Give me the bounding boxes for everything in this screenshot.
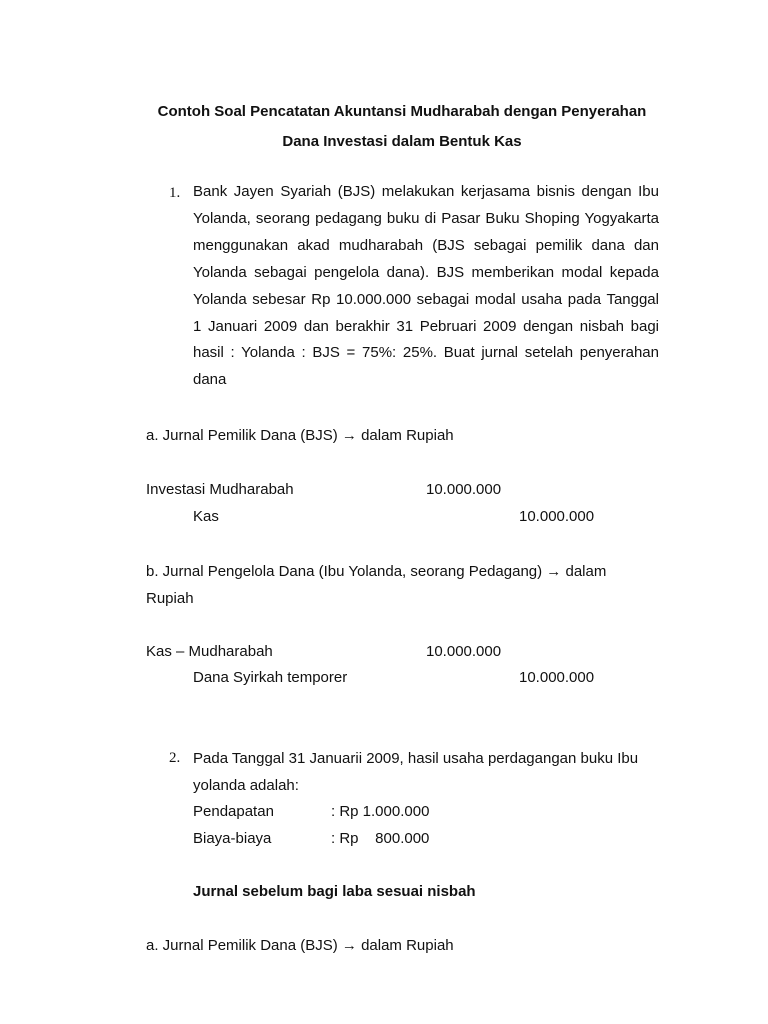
- document-title-line2: Dana Investasi dalam Bentuk Kas: [282, 133, 522, 150]
- journal-b-heading-line2: Rupiah: [146, 590, 194, 607]
- question-2-line2: yolanda adalah:: [193, 777, 299, 794]
- journal-b-heading-line1: b. Jurnal Pengelola Dana (Ibu Yolanda, seorang Pedagang) → dalam: [146, 563, 607, 580]
- journal-b-debit-amount: 10.000.000: [426, 643, 502, 660]
- question-2-number: 2.: [169, 750, 181, 766]
- question-1-number: 1.: [169, 185, 181, 201]
- journal-b-debit-account: Kas – Mudharabah: [146, 643, 273, 660]
- journal-before-profit-sharing-heading: Jurnal sebelum bagi laba sesuai nisbah: [193, 883, 476, 900]
- income-label: Pendapatan: [193, 803, 274, 820]
- expenses-value: : Rp 800.000: [331, 830, 430, 847]
- income-value: : Rp 1.000.000: [331, 803, 430, 820]
- journal-c-heading: a. Jurnal Pemilik Dana (BJS) → dalam Rupiah: [146, 937, 454, 954]
- journal-a-credit-account: Kas: [193, 508, 219, 525]
- question-2-line1: Pada Tanggal 31 Januarii 2009, hasil usaha perdagangan buku Ibu: [193, 750, 639, 767]
- expenses-label: Biaya-biaya: [193, 830, 272, 847]
- document-title-line1: Contoh Soal Pencatatan Akuntansi Mudharabah dengan Penyerahan: [157, 103, 647, 120]
- journal-b-credit-account: Dana Syirkah temporer: [193, 669, 348, 686]
- journal-b-credit-amount: 10.000.000: [519, 669, 595, 686]
- journal-a-debit-account: Investasi Mudharabah: [146, 481, 294, 498]
- journal-a-heading: a. Jurnal Pemilik Dana (BJS) → dalam Rupiah: [146, 427, 454, 444]
- journal-a-credit-amount: 10.000.000: [519, 508, 595, 525]
- question-1-text: Bank Jayen Syariah (BJS) melakukan kerjasama bisnis dengan Ibu Yolanda, seorang pedagang buku di Pasar Buku Shoping Yogyakarta menggunakan akad mudharabah (BJS sebagai pemilik dana dan Yolanda sebagai pengelola dana). BJS memberikan modal kepada Yolanda sebesar Rp 10.000.000 sebagai modal usaha pada Tanggal 1 Januari 2009 dan berakhir 31 Pebruari 2009 dengan nisbah bagi hasil : Yolanda : BJS = 75%: 25%. Buat jurnal setelah penyerahan dana: [193, 183, 659, 389]
- journal-a-debit-amount: 10.000.000: [426, 481, 502, 498]
